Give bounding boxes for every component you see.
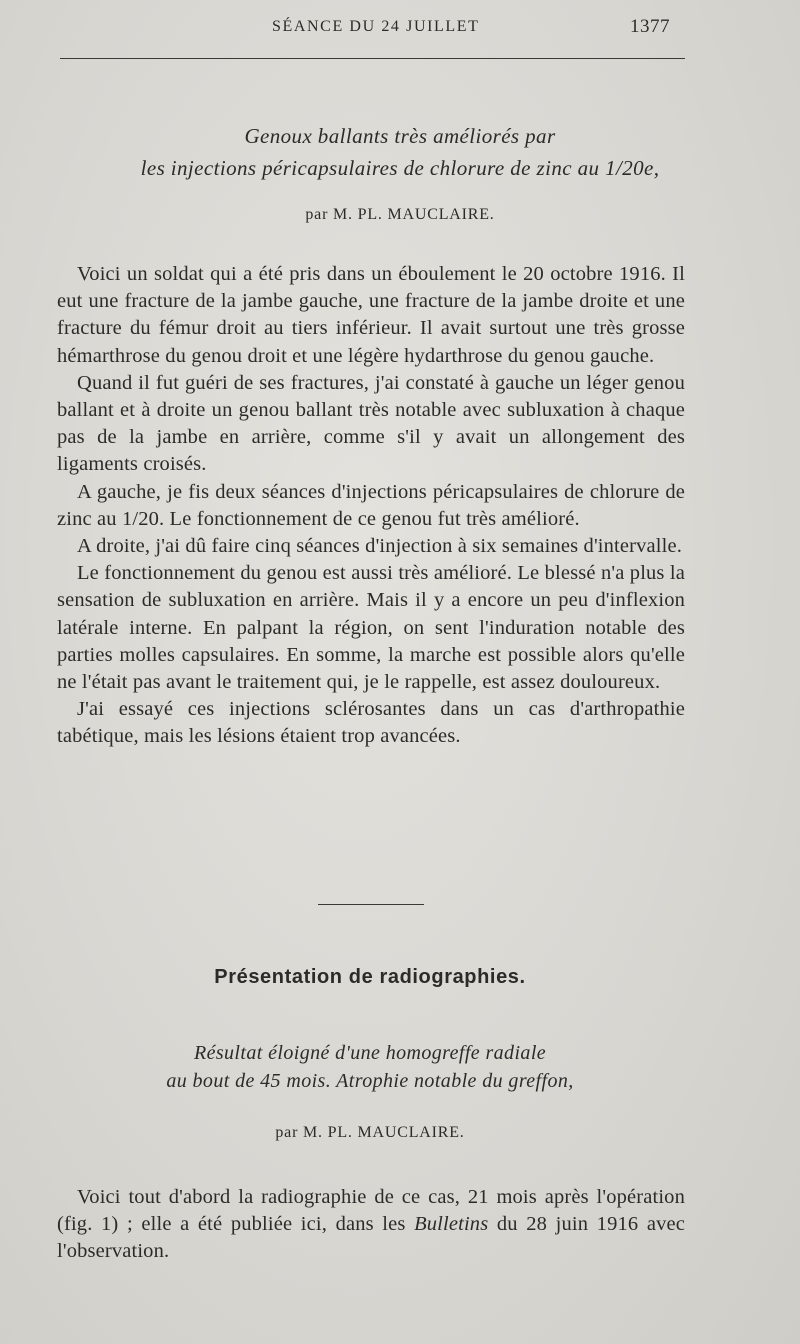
article-byline: par M. PL. MAUCLAIRE. bbox=[305, 206, 495, 223]
body-paragraph-2: Quand il fut guéri de ses fractures, j'ai constaté à gauche un léger genou ballant et à droite un genou ballant très notable avec subluxation à chaque pas de la jambe en arrière, comme s'il y avait un allongement des ligaments croisés. bbox=[57, 371, 685, 476]
article-title-line-2: les injections péricapsulaires de chlorure de zinc au 1/20e, bbox=[140, 156, 660, 180]
subarticle-title-line-1: Résultat éloigné d'une homogreffe radiale bbox=[193, 1042, 547, 1064]
running-title: SÉANCE DU 24 JUILLET bbox=[272, 18, 480, 35]
body-paragraph-3: A gauche, je fis deux séances d'injections péricapsulaires de chlorure de zinc au 1/20. Le fonctionnement de ce genou fut très amélioré. bbox=[57, 480, 685, 530]
header-rule bbox=[60, 58, 685, 59]
running-head bbox=[0, 18, 800, 44]
body-paragraph-5: Le fonctionnement du genou est aussi très amélioré. Le blessé n'a plus la sensation de subluxation en arrière. Mais il y a encore un peu d'inflexion latérale interne. En palpant la région, on sent l'induration notable des parties molles capsulaires. En somme, la marche est possible alors qu'elle ne l'était pas avant le traitement qui, je le rappelle, est assez douloureux. bbox=[57, 562, 685, 694]
subarticle-body bbox=[57, 1184, 685, 1266]
body-paragraph-1: Voici un soldat qui a été pris dans un éboulement le 20 octobre 1916. Il eut une fracture de la jambe gauche, une fracture de la jambe droite et une fracture du fémur droit au tiers inférieur. Il avait surtout une très grosse hémarthrose du genou droit et une légère hydarthrose du genou gauche. bbox=[57, 263, 685, 367]
body-paragraph-4: A droite, j'ai dû faire cinq séances d'injection à six semaines d'intervalle. bbox=[77, 535, 682, 558]
subarticle-title-line-2: au bout de 45 mois. Atrophie notable du greffon, bbox=[166, 1070, 574, 1092]
subarticle-paragraph bbox=[57, 1184, 685, 1266]
subarticle-paragraph-start: Voici tout d'abord la radiographie de ce cas, 21 mois après l'opération (fig. 1) ; elle a été publiée ici, dans les bbox=[57, 1186, 685, 1236]
subarticle-paragraph-end: du 28 juin 1916 avec l'observation. bbox=[57, 1213, 685, 1263]
section-separator bbox=[318, 904, 424, 905]
article-title-line-1: Genoux ballants très améliorés par bbox=[244, 124, 556, 148]
bulletins-italic: Bulletins bbox=[414, 1213, 489, 1236]
section-heading: Présentation de radiographies. bbox=[214, 966, 526, 988]
subarticle-byline: par M. PL. MAUCLAIRE. bbox=[275, 1124, 465, 1141]
body-paragraph-6: J'ai essayé ces injections sclérosantes dans un cas d'arthropathie tabétique, mais les lésions étaient trop avancées. bbox=[57, 698, 685, 748]
page-number: 1377 bbox=[630, 16, 670, 37]
article-body bbox=[57, 261, 685, 751]
